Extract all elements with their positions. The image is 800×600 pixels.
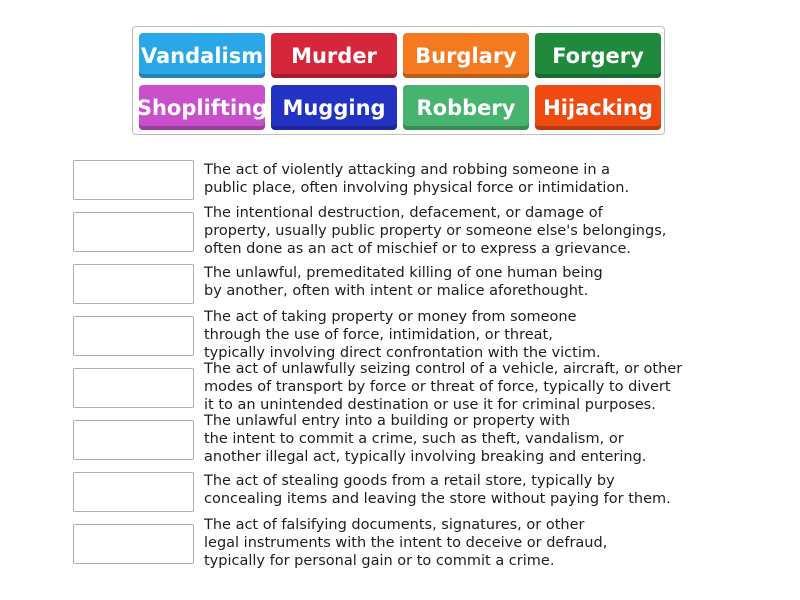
tile-burglary[interactable]: Burglary xyxy=(403,33,529,78)
word-bank xyxy=(132,26,665,135)
definition-text: The unlawful, premeditated killing of one human being by another, often with intent or malice aforethought. xyxy=(204,265,603,299)
answer-drop-slot[interactable] xyxy=(73,212,194,252)
definition-text: The unlawful entry into a building or property with the intent to commit a crime, such as theft, vandalism, or another illegal act, typically involving breaking and entering. xyxy=(204,413,647,465)
match-row xyxy=(73,309,713,361)
definition-text: The act of violently attacking and robbing someone in a public place, often involving physical force or intimidation. xyxy=(204,162,630,196)
match-row xyxy=(73,472,713,512)
match-row xyxy=(73,361,713,413)
tile-shoplifting[interactable]: Shoplifting xyxy=(139,85,265,130)
definition-text: The intentional destruction, defacement, or damage of property, usually public property or someone else's belongings, often done as an act of mischief or to express a grievance. xyxy=(204,205,667,257)
answer-drop-slot[interactable] xyxy=(73,316,194,356)
tile-forgery[interactable]: Forgery xyxy=(535,33,661,78)
tile-hijacking[interactable]: Hijacking xyxy=(535,85,661,130)
match-row xyxy=(73,517,713,569)
answer-drop-slot[interactable] xyxy=(73,368,194,408)
answer-drop-slot[interactable] xyxy=(73,264,194,304)
definition-text: The act of falsifying documents, signatures, or other legal instruments with the intent to deceive or defraud, typically for personal gain or to commit a crime. xyxy=(204,517,608,569)
tile-robbery[interactable]: Robbery xyxy=(403,85,529,130)
tile-murder[interactable]: Murder xyxy=(271,33,397,78)
match-row xyxy=(73,264,713,304)
tile-mugging[interactable]: Mugging xyxy=(271,85,397,130)
match-row xyxy=(73,205,713,257)
match-row xyxy=(73,413,713,465)
definition-text: The act of stealing goods from a retail store, typically by concealing items and leaving the store without paying for them. xyxy=(204,473,671,507)
tile-vandalism[interactable]: Vandalism xyxy=(139,33,265,78)
definition-text: The act of unlawfully seizing control of a vehicle, aircraft, or other modes of transport by force or threat of force, typically to divert it to an unintended destination or use it for criminal purposes. xyxy=(204,361,683,413)
definition-text: The act of taking property or money from someone through the use of force, intimidation, or threat, typically involving direct confrontation with the victim. xyxy=(204,309,601,361)
answer-drop-slot[interactable] xyxy=(73,160,194,200)
answer-drop-slot[interactable] xyxy=(73,420,194,460)
match-row xyxy=(73,160,713,200)
answer-drop-slot[interactable] xyxy=(73,524,194,564)
answer-drop-slot[interactable] xyxy=(73,472,194,512)
